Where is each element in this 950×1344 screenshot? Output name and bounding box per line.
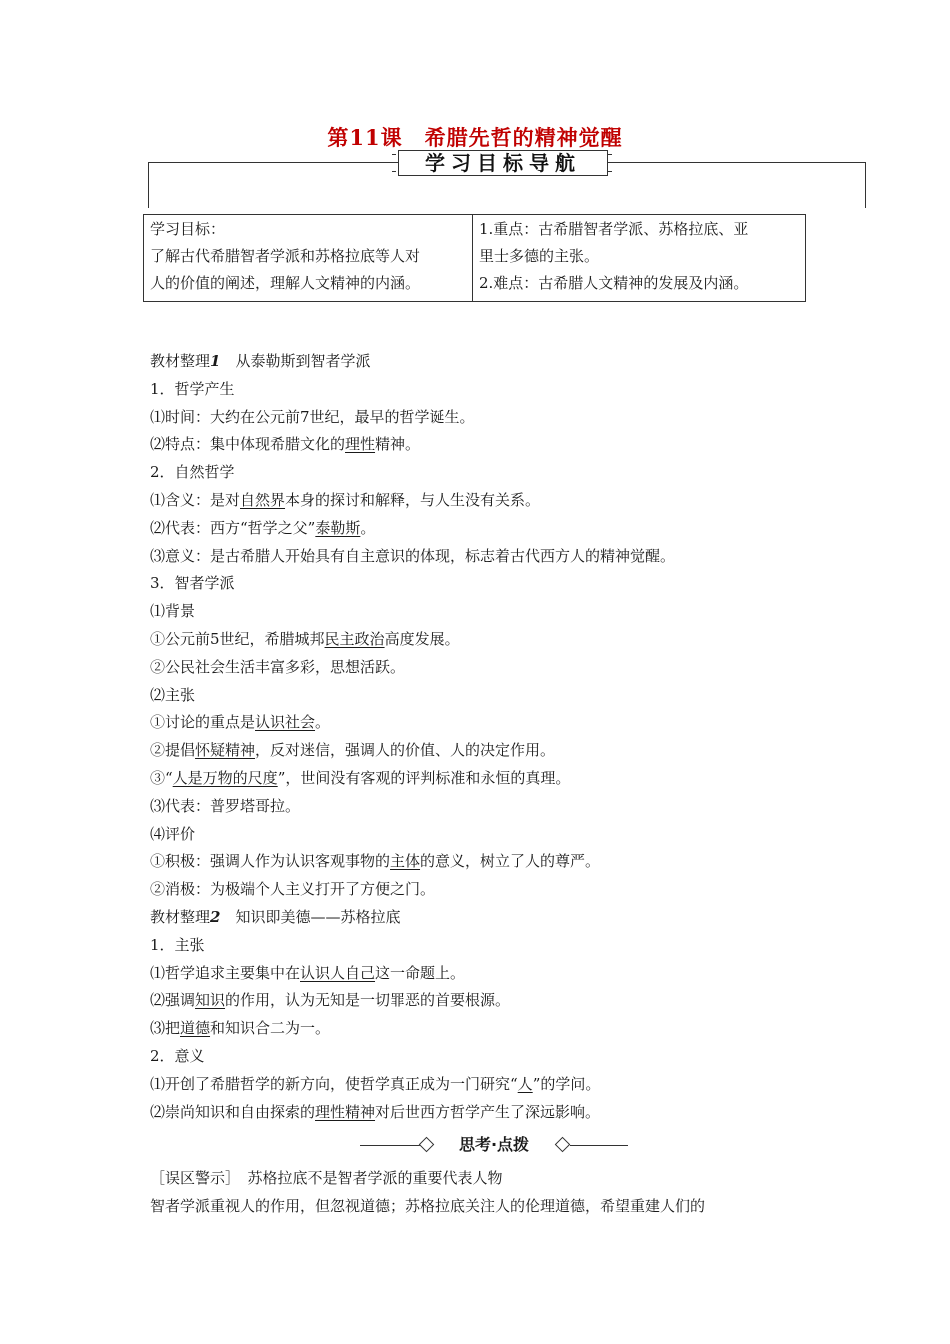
textbook-content: 教材整理1 从泰勒斯到智者学派 1．哲学产生 ⑴时间：大约在公元前7世纪，最早的哲学诞生。 ⑵特点：集中体现希腊文化的理性精神。 2．自然哲学 ⑴含义：是对自然界本身的探讨和解释，与人生没有关系。 ⑵代表：西方“哲学之父”泰勒斯。 ⑶意义：是古希腊人开始具有自主意识的体现，标志着古代西方人的精神觉醒。 3．智者学派 ⑴背景 ①公元前5世纪，希腊城邦民主政治高度发展。 ②公民社会生活丰富多彩，思想活跃。 ⑵主张 ①讨论的重点是认识社会。 ②提倡怀疑精神，反对迷信，强调人的价值、人的决定作用。 ③“人是万物的尺度”，世间没有客观的评判标准和永恒的真理。 ⑶代表：普罗塔哥拉。 ⑷评价 ①积极：强调人作为认识客观事物的主体的意义，树立了人的尊严。 ②消极：为极端个人主义打开了方便之门。 教材整理2 知识即美德——苏格拉底 1．主张 ⑴哲学追求主要集中在认识人自己这一命题上。 ⑵强调知识的作用，认为无知是一切罪恶的首要根源。 ⑶把道德和知识合二为一。 2．意义 ⑴开创了希腊哲学的新方向，使哲学真正成为一门研究“人”的学问。 ⑵崇尚知识和自由探索的理性精神对后世西方哲学产生了深远影响。 (150, 348, 830, 1126)
goals-right-cell: 1.重点：古希腊智者学派、苏格拉底、亚 里士多德的主张。 2.难点：古希腊人文精神的发展及内涵。 (473, 215, 806, 302)
page-title: 第11课 希腊先哲的精神觉醒 (327, 125, 623, 150)
goals-left-cell: 学习目标： 了解古代希腊智者学派和苏格拉底等人对 人的价值的阐述，理解人文精神的内涵。 (144, 215, 473, 302)
tip-heading: ［误区警示］ 苏格拉底不是智者学派的重要代表人物 (150, 1169, 503, 1187)
tip-section (150, 1164, 830, 1220)
section1-heading: 教材整理1 从泰勒斯到智者学派 (150, 352, 371, 370)
tip-body: 智者学派重视人的作用，但忽视道德；苏格拉底关注人的伦理道德，希望重建人们的 (150, 1197, 706, 1215)
banner-label: 学习目标导航 (398, 150, 608, 176)
think-divider (360, 1133, 628, 1157)
section2-heading: 教材整理2 知识即美德——苏格拉底 (150, 907, 401, 926)
divider-label: 思考·点拨 (458, 1135, 530, 1154)
section-banner (148, 151, 866, 208)
learning-goals-table (143, 214, 806, 302)
